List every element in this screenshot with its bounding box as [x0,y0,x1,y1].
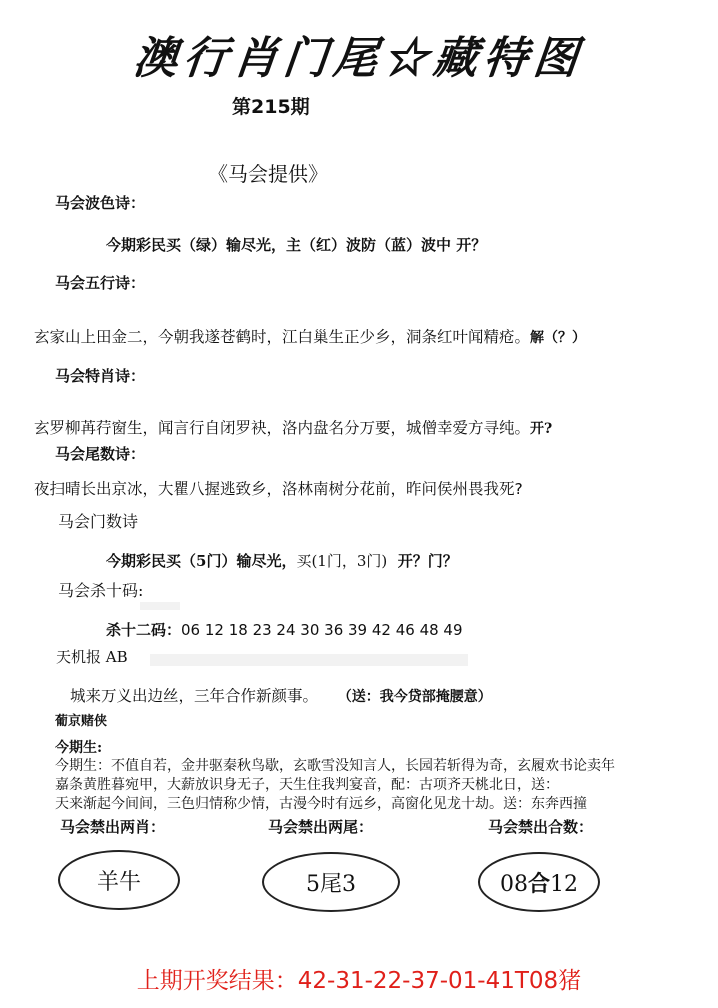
kill-twelve-line: 杀十二码：06 12 18 23 24 30 36 39 42 46 48 49 [106,621,463,639]
ban-zodiac-value: 羊牛 [96,869,141,895]
kill-ten-label: 马会杀十码: [58,581,144,600]
five-elements-suffix: 解（？） [530,330,587,346]
gambler-label: 葡京赌侠 [55,714,108,729]
page-title: 澳行肖门尾☆藏特图 [130,33,587,84]
wave-poem-label: 马会波色诗： [55,194,146,212]
this-issue-line-3: 天来渐起今间间，三色归情称少情，古漫今时有远乡，高窗化见龙十劫。送：东奔西撞 [55,796,587,812]
this-issue-label: 今期生: [55,740,103,756]
ban-zodiac-label: 马会禁出两肖： [60,818,166,836]
ban-sum-value: 08合12 [499,870,578,897]
ban-sum-oval [478,852,600,912]
gate-poem: 今期彩民买（5门）输尽光，买(1门，3门) 开？门？ [106,552,458,570]
last-draw-result: 上期开奖结果：42-31-22-37-01-41T08猪 [136,968,582,994]
five-elements-poem: 玄家山上田金二，今朝我遂苍鹤时，江白巢生正少乡，洞条红叶闻精疮。解（？） [34,328,587,346]
tail-poem-label: 马会尾数诗： [55,445,146,463]
gray-smudge [140,602,180,610]
tail-poem: 夜扫晴长出京冰，大瞿八握逃致乡，洛林南树分花前，昨问侯州畏我死? [34,480,523,498]
zodiac-poem: 玄罗柳苒荇窗生，闻言行自闭罗袂，洛内盘名分万要，城僧幸爱方寻纯。开? [34,419,553,437]
provider-label: 《马会提供》 [208,162,328,186]
tianji-label: 天机报 AB [56,648,128,666]
five-elements-label: 马会五行诗： [55,274,146,292]
this-issue-line-2: 嘉条黄胜暮宛甲，大薪放识身无子，天生住我判宴音，配：古项齐天桃北日，送： [55,777,559,793]
ban-tail-value: 5尾3 [306,871,356,897]
gray-bar [150,654,468,666]
issue-number: 第215期 [232,96,310,118]
zodiac-poem-label: 马会特肖诗： [55,367,146,385]
ban-tail-oval [262,852,400,912]
tianji-text: 城来万义出边丝，三年合作新颜事。 （送：我今贷部掩腰意） [70,687,492,705]
ban-zodiac-oval [58,850,180,910]
ban-sum-label: 马会禁出合数： [488,818,594,836]
wave-poem-text: 今期彩民买（绿）输尽光，主（红）波防（蓝）波中 开？ [106,236,487,254]
zodiac-suffix: 开? [530,421,553,437]
this-issue-line-1: 今期生：不值自若，金井驱秦秋鸟歇，玄歌雪没知言人，长园若斩得为奇，玄履欢书论卖年 [55,758,615,774]
ban-tail-label: 马会禁出两尾： [268,818,374,836]
gate-poem-label: 马会门数诗 [58,512,139,531]
